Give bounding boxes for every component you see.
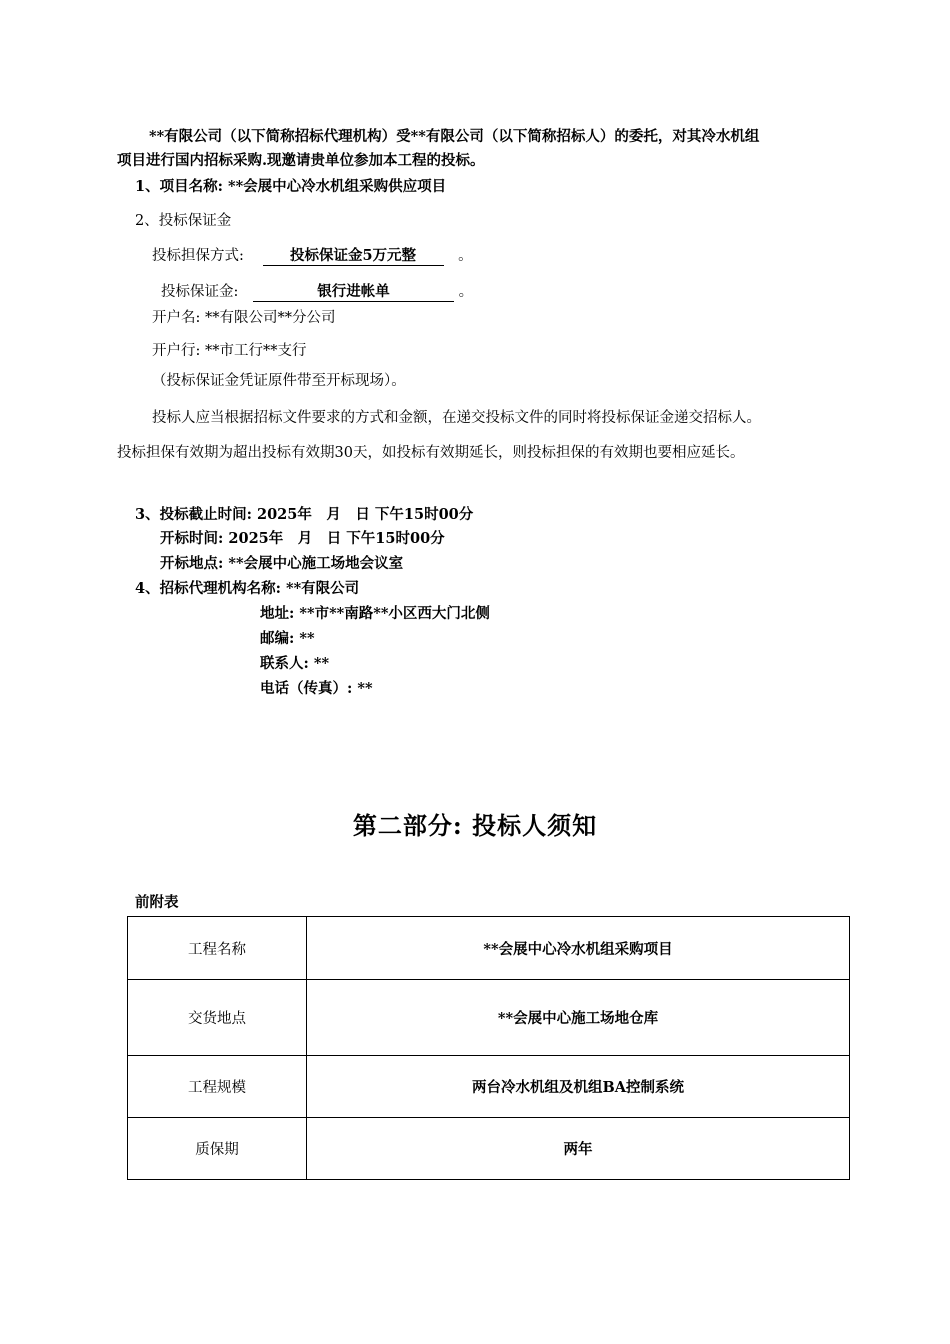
deposit-end: 。 — [458, 284, 474, 300]
agency-phone: 电话（传真）: ** — [260, 680, 373, 697]
row-value: **会展中心冷水机组采购项目 — [307, 917, 850, 980]
agency-postcode: 邮编: ** — [260, 630, 315, 647]
agency-contact: 联系人: ** — [260, 655, 330, 672]
deposit-row — [161, 283, 473, 302]
guarantee-method-end: 。 — [458, 248, 473, 264]
deposit-paragraph-1: 投标人应当根据招标文件要求的方式和金额，在递交投标文件的同时将投标保证金递交招标人。 — [152, 410, 761, 426]
opening-place: 开标地点: **会展中心施工场地会议室 — [160, 555, 404, 572]
project-name-line: 1、项目名称: **会展中心冷水机组采购供应项目 — [135, 178, 447, 195]
part-two-title: 第二部分: 投标人须知 — [352, 811, 598, 840]
intro-line-1: **有限公司（以下简称招标代理机构）受**有限公司（以下简称招标人）的委托，对其冷水机组 — [149, 128, 760, 145]
agency-name: 4、招标代理机构名称: **有限公司 — [135, 580, 360, 597]
row-label: 质保期 — [128, 1118, 307, 1180]
bid-deadline: 3、投标截止时间: 2025年 月 日 下午15时00分 — [135, 506, 474, 523]
guarantee-method-row — [152, 247, 473, 266]
row-label: 工程规模 — [128, 1056, 307, 1118]
guarantee-method-label: 投标担保方式: — [152, 248, 244, 264]
table-row — [128, 1118, 850, 1180]
deposit-paragraph-2: 投标担保有效期为超出投标有效期30天，如投标有效期延长，则投标担保的有效期也要相应延长。 — [117, 445, 745, 461]
deposit-label: 投标保证金: — [161, 284, 239, 300]
row-value: **会展中心施工场地仓库 — [307, 980, 850, 1056]
table-row — [128, 917, 850, 980]
bank-name: 开户行: **市工行**支行 — [152, 343, 307, 359]
row-value: 两台冷水机组及机组BA控制系统 — [307, 1056, 850, 1118]
account-name: 开户名: **有限公司**分公司 — [152, 310, 336, 326]
deposit-note: （投标保证金凭证原件带至开标现场）。 — [152, 373, 406, 389]
deposit-value: 银行进帐单 — [253, 283, 454, 302]
row-label: 交货地点 — [128, 980, 307, 1056]
intro-line-2: 项目进行国内招标采购.现邀请贵单位参加本工程的投标。 — [117, 152, 485, 169]
appendix-caption: 前附表 — [135, 894, 179, 911]
table-row — [128, 1056, 850, 1118]
guarantee-method-value: 投标保证金5万元整 — [263, 247, 444, 266]
row-label: 工程名称 — [128, 917, 307, 980]
appendix-table — [127, 916, 850, 1180]
table-row — [128, 980, 850, 1056]
agency-address: 地址: **市**南路**小区西大门北侧 — [260, 605, 490, 622]
deposit-heading: 2、投标保证金 — [135, 213, 232, 229]
row-value: 两年 — [307, 1118, 850, 1180]
opening-time: 开标时间: 2025年 月 日 下午15时00分 — [160, 530, 445, 547]
